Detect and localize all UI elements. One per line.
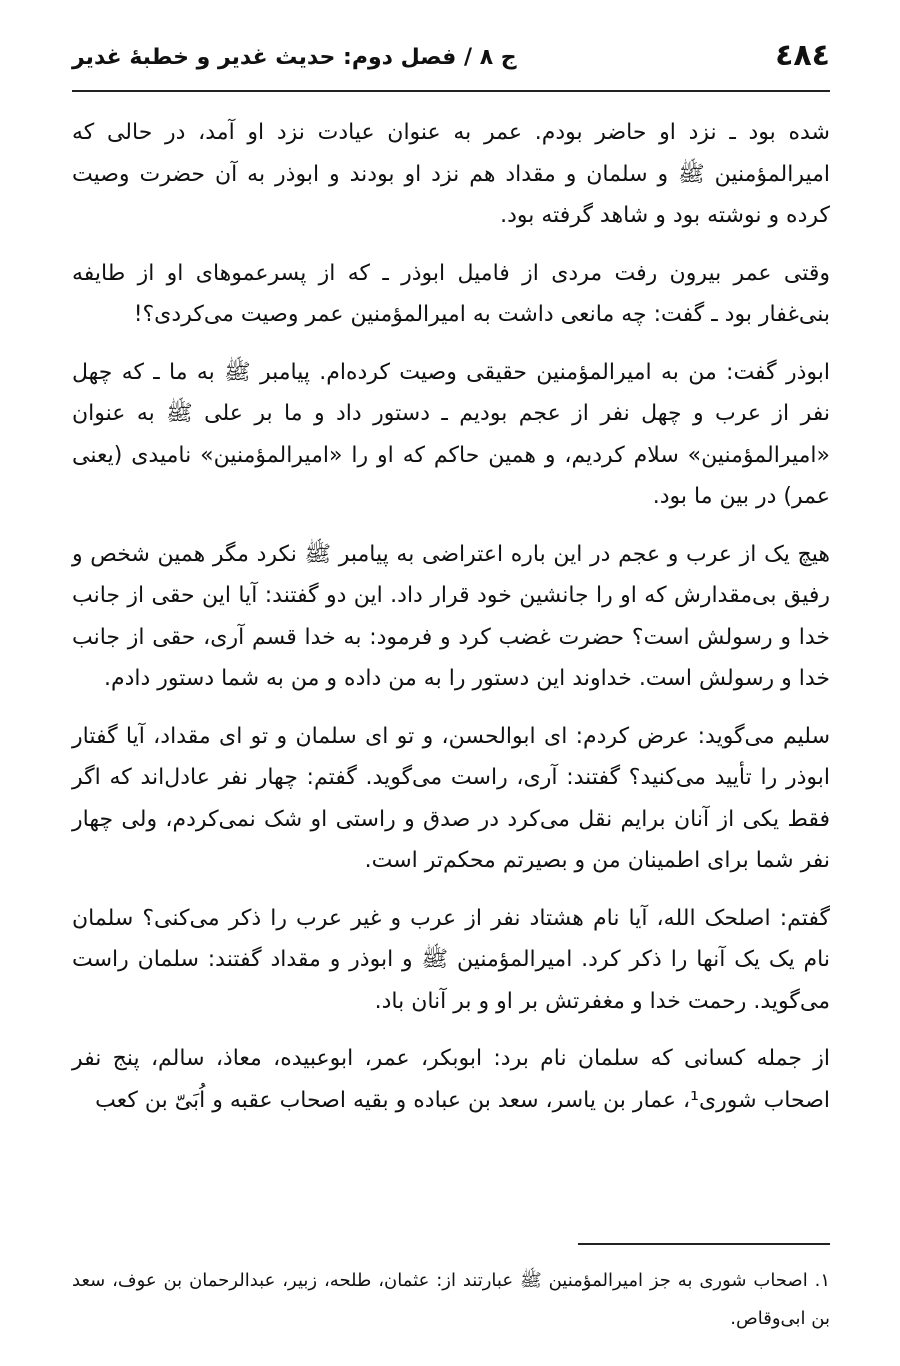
footnotes [72, 1262, 830, 1338]
paragraph: ابوذر گفت: من به امیرالمؤمنین حقیقی وصیت کرده‌ام. پیامبر ﷺ به ما ـ که چهل نفر از عرب و چهل نفر از عجم بودیم ـ دستور داد و ما بر علی ﷺ به عنوان «امیرالمؤمنین» سلام کردیم، و همین حاکم که او را «امیرالمؤمنین» نامیدی (یعنی عمر) در بین ما بود. [72, 359, 830, 509]
paragraph: گفتم: اصلحک الله، آیا نام هشتاد نفر از عرب و غیر عرب را ذکر می‌کنی؟ سلمان نام یک یک آنها را ذکر کرد. امیرالمؤمنین ﷺ و ابوذر و مقداد گفتند: سلمان راست می‌گوید. رحمت خدا و مغفرتش بر او و بر آنان باد. [72, 905, 830, 1014]
footnote: ۱. اصحاب شوری به جز امیرالمؤمنین ﷺ عبارتند از: عثمان، طلحه، زبیر، عبدالرحمان بن عوف، سعد بن ابی‌وقاص. [72, 1270, 830, 1329]
running-head: ج ٨ / فصل دوم: حدیث غدیر و خطبۀ غدیر [72, 45, 517, 70]
paragraph: شده بود ـ نزد او حاضر بودم. عمر به عنوان عیادت نزد او آمد، در حالی که امیرالمؤمنین ﷺ و سلمان و مقداد هم نزد او بودند و ابوذر به آن حضرت وصیت کرده و نوشته بود و شاهد گرفته بود. [72, 120, 830, 228]
paragraph: سلیم می‌گوید: عرض کردم: ای ابوالحسن، و تو ای سلمان و تو ای مقداد، آیا گفتار ابوذر را تأیید می‌کنید؟ گفتند: آری، راست می‌گوید. گفتم: چهار نفر عادل‌اند که اگر فقط یکی از آنان برایم نقل می‌کرد در صدق و راستی او شک نمی‌کردم، ولی چهار نفر شما برای اطمینان من و بصیرتم محکم‌تر است. [72, 723, 830, 873]
page-number: ٤٨٤ [775, 38, 830, 73]
body-text [72, 112, 830, 1137]
footnote-divider [578, 1243, 830, 1245]
header-divider [72, 90, 830, 92]
paragraph: از جمله کسانی که سلمان نام برد: ابوبکر، عمر، ابوعبیده، معاذ، سالم، پنج نفر اصحاب شوری¹، عمار بن یاسر، سعد بن عباده و بقیه اصحاب عقبه و اُبَیّ بن کعب [72, 1046, 830, 1113]
paragraph: هیچ یک از عرب و عجم در این باره اعتراضی به پیامبر ﷺ نکرد مگر همین شخص و رفیق بی‌مقدارش که او را جانشین خود قرار داد. این دو گفتند: آیا این حقی از جانب خدا و رسولش است؟ حضرت غضب کرد و فرمود: به خدا قسم آری، حقی از جانب خدا و رسولش است. خداوند این دستور را به من داده و من به شما دستور دادم. [72, 541, 830, 691]
page-header [72, 30, 830, 86]
paragraph: وقتی عمر بیرون رفت مردی از فامیل ابوذر ـ که از پسرعموهای او از طایفه بنی‌غفار بود ـ گفت: چه مانعی داشت به امیرالمؤمنین عمر وصیت می‌کردی؟! [72, 260, 830, 327]
